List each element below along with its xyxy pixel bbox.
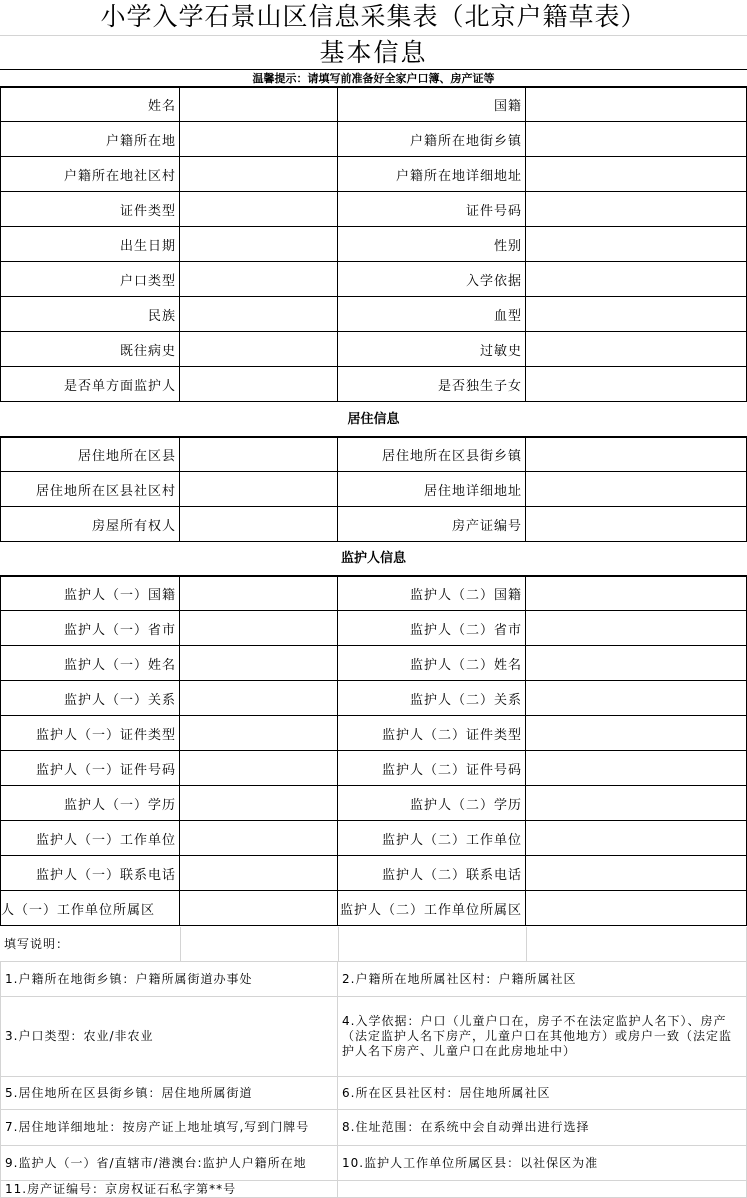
basic-info-row <box>0 122 747 157</box>
field-value-cell[interactable] <box>180 437 338 471</box>
note-text: 3.户口类型：农业/非农业 <box>0 997 338 1076</box>
field-label: 既往病史 <box>0 332 180 366</box>
note-row <box>0 962 747 997</box>
residence-section-title <box>0 403 747 437</box>
guardian-info-row <box>0 681 747 716</box>
note-text: 5.居住地所在区县街乡镇：居住地所属街道 <box>0 1077 338 1109</box>
note-text: 9.监护人（一）省/直辖市/港澳台:监护人户籍所在地 <box>0 1146 338 1180</box>
field-value-cell[interactable] <box>526 507 747 541</box>
basic-info-row <box>0 227 747 262</box>
field-value-cell[interactable] <box>526 611 747 645</box>
basic-info-row <box>0 192 747 227</box>
field-label: 监护人（二）证件类型 <box>338 716 526 750</box>
note-row <box>0 1077 747 1110</box>
field-value-cell[interactable] <box>180 786 338 820</box>
field-value-cell[interactable] <box>526 716 747 750</box>
field-label: 监护人（一）证件号码 <box>0 751 180 785</box>
field-label: 过敏史 <box>338 332 526 366</box>
field-value-cell[interactable] <box>526 646 747 680</box>
note-text: 7.居住地详细地址：按房产证上地址填写,写到门牌号 <box>0 1110 338 1145</box>
field-label: 血型 <box>338 297 526 331</box>
guardian-info-row <box>0 611 747 646</box>
field-value-cell[interactable] <box>526 856 747 890</box>
field-label: 性别 <box>338 227 526 261</box>
note-row <box>0 997 747 1077</box>
field-label: 监护人（一）学历 <box>0 786 180 820</box>
field-value-cell[interactable] <box>180 472 338 506</box>
field-label: 监护人（一）关系 <box>0 681 180 715</box>
field-value-cell[interactable] <box>180 716 338 750</box>
field-label: 监护人（一）联系电话 <box>0 856 180 890</box>
note-text: 10.监护人工作单位所属区县：以社保区为准 <box>338 1146 747 1180</box>
field-value-cell[interactable] <box>180 157 338 191</box>
field-value-cell[interactable] <box>526 332 747 366</box>
field-label: 监护人（二）姓名 <box>338 646 526 680</box>
field-label: 民族 <box>0 297 180 331</box>
field-value-cell[interactable] <box>526 751 747 785</box>
form-hint-text: 温馨提示：请填写前准备好全家户口簿、房产证等 <box>252 72 495 85</box>
field-label: 居住地所在区县 <box>0 437 180 471</box>
notes-blank-cell <box>338 927 526 961</box>
field-value-cell[interactable] <box>180 367 338 401</box>
residence-info-row <box>0 437 747 472</box>
guardian-section-title <box>0 542 747 576</box>
table-top-border <box>0 576 747 577</box>
field-value-cell[interactable] <box>526 681 747 715</box>
field-value-cell[interactable] <box>526 367 747 401</box>
basic-info-row <box>0 297 747 332</box>
field-label: 户籍所在地详细地址 <box>338 157 526 191</box>
field-value-cell[interactable] <box>180 122 338 156</box>
field-value-cell[interactable] <box>180 192 338 226</box>
field-label: 监护人（二）证件号码 <box>338 751 526 785</box>
table-top-border <box>0 437 747 438</box>
field-label: 证件类型 <box>0 192 180 226</box>
field-value-cell[interactable] <box>526 472 747 506</box>
field-label: 监护人（二）省市 <box>338 611 526 645</box>
form-hint <box>0 69 747 87</box>
field-label: 监护人（一）国籍 <box>0 576 180 610</box>
guardian-info-row <box>0 716 747 751</box>
field-label: 出生日期 <box>0 227 180 261</box>
field-value-cell[interactable] <box>526 262 747 296</box>
guardian-info-row <box>0 821 747 856</box>
field-label: 房产证编号 <box>338 507 526 541</box>
field-value-cell[interactable] <box>526 576 747 610</box>
field-value-cell[interactable] <box>526 157 747 191</box>
field-label: 监护人（二）关系 <box>338 681 526 715</box>
field-value-cell[interactable] <box>180 227 338 261</box>
form-title-text: 小学入学石景山区信息采集表（北京户籍草表） <box>100 2 647 31</box>
note-text: 11.房产证编号：京房权证石私字第**号 <box>0 1181 338 1197</box>
field-label: 入学依据 <box>338 262 526 296</box>
basic-info-row <box>0 332 747 367</box>
field-value-cell[interactable] <box>526 227 747 261</box>
field-label: 居住地详细地址 <box>338 472 526 506</box>
field-label: 监护人（一）证件类型 <box>0 716 180 750</box>
field-value-cell[interactable] <box>180 821 338 855</box>
field-label: 国籍 <box>338 87 526 121</box>
basic-info-row <box>0 262 747 297</box>
field-value-cell[interactable] <box>180 262 338 296</box>
note-text: 6.所在区县社区村：居住地所属社区 <box>338 1077 747 1109</box>
field-value-cell[interactable] <box>180 751 338 785</box>
field-label: 人（一）工作单位所属区 <box>0 891 180 925</box>
field-label: 监护人（一）省市 <box>0 611 180 645</box>
field-label: 监护人（二）工作单位所属区 <box>338 891 526 925</box>
guardian-section-text: 监护人信息 <box>340 551 406 566</box>
field-value-cell[interactable] <box>526 786 747 820</box>
field-label: 证件号码 <box>338 192 526 226</box>
form-title <box>0 0 747 36</box>
note-text <box>338 1181 747 1197</box>
field-label: 户籍所在地 <box>0 122 180 156</box>
basic-info-row <box>0 87 747 122</box>
field-value-cell[interactable] <box>180 891 338 925</box>
field-value-cell[interactable] <box>526 437 747 471</box>
guardian-info-row <box>0 786 747 821</box>
note-text: 8.住址范围：在系统中会自动弹出进行选择 <box>338 1110 747 1145</box>
field-value-cell[interactable] <box>526 122 747 156</box>
field-label: 居住地所在区县街乡镇 <box>338 437 526 471</box>
field-value-cell[interactable] <box>180 87 338 121</box>
note-text: 4.入学依据：户口（儿童户口在，房子不在法定监护人名下）、房产（法定监护人名下房产，儿童户口在其他地方）或房户一致（法定监护人名下房产、儿童户口在此房地址中） <box>338 997 747 1076</box>
field-value-cell[interactable] <box>180 332 338 366</box>
form-subtitle-text: 基本信息 <box>319 38 428 67</box>
field-value-cell[interactable] <box>180 646 338 680</box>
field-label: 是否独生子女 <box>338 367 526 401</box>
field-value-cell[interactable] <box>526 192 747 226</box>
basic-info-row <box>0 157 747 192</box>
field-label: 户籍所在地社区村 <box>0 157 180 191</box>
field-value-cell[interactable] <box>180 856 338 890</box>
field-label: 居住地所在区县社区村 <box>0 472 180 506</box>
note-row <box>0 1181 747 1198</box>
notes-blank-cell <box>526 927 747 961</box>
field-label: 监护人（一）姓名 <box>0 646 180 680</box>
field-label: 监护人（二）学历 <box>338 786 526 820</box>
field-value-cell[interactable] <box>180 297 338 331</box>
residence-info-row <box>0 507 747 542</box>
residence-section-text: 居住信息 <box>347 412 400 427</box>
field-value-cell[interactable] <box>526 821 747 855</box>
notes-blank-cell <box>180 927 338 961</box>
field-value-cell[interactable] <box>526 891 747 925</box>
form-subtitle <box>0 36 747 70</box>
note-text: 1.户籍所在地街乡镇：户籍所属街道办事处 <box>0 962 338 996</box>
field-label: 监护人（二）国籍 <box>338 576 526 610</box>
guardian-info-row <box>0 576 747 611</box>
field-label: 房屋所有权人 <box>0 507 180 541</box>
field-value-cell[interactable] <box>180 507 338 541</box>
residence-info-row <box>0 472 747 507</box>
field-value-cell[interactable] <box>180 681 338 715</box>
field-value-cell[interactable] <box>180 611 338 645</box>
note-row <box>0 1146 747 1181</box>
field-value-cell[interactable] <box>180 576 338 610</box>
field-label: 是否单方面监护人 <box>0 367 180 401</box>
field-value-cell[interactable] <box>526 297 747 331</box>
notes-title: 填写说明： <box>4 936 70 951</box>
guardian-info-row <box>0 751 747 786</box>
note-text: 2.户籍所在地所属社区村：户籍所属社区 <box>338 962 747 996</box>
field-label: 户口类型 <box>0 262 180 296</box>
field-label: 监护人（二）工作单位 <box>338 821 526 855</box>
basic-info-row <box>0 367 747 402</box>
guardian-info-row <box>0 646 747 681</box>
field-label: 监护人（二）联系电话 <box>338 856 526 890</box>
field-value-cell[interactable] <box>526 87 747 121</box>
field-label: 监护人（一）工作单位 <box>0 821 180 855</box>
guardian-info-row <box>0 891 747 926</box>
field-label: 姓名 <box>0 87 180 121</box>
field-label: 户籍所在地街乡镇 <box>338 122 526 156</box>
note-row <box>0 1110 747 1146</box>
guardian-info-row <box>0 856 747 891</box>
notes-header-row <box>0 927 747 962</box>
table-top-border <box>0 87 747 88</box>
